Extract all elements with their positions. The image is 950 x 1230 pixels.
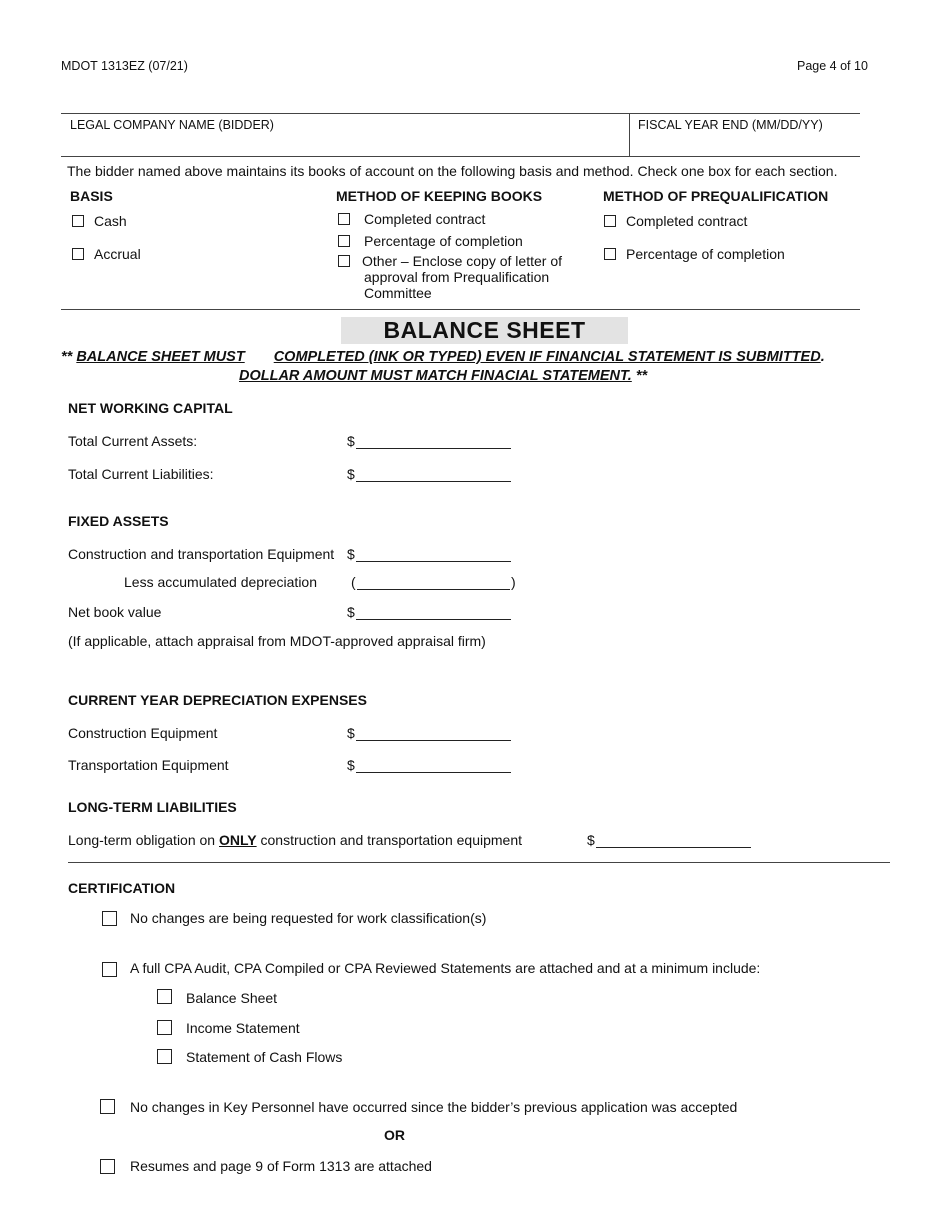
accumulated-depreciation-label: Less accumulated depreciation bbox=[124, 574, 318, 590]
transportation-equipment-label: Transportation Equipment bbox=[68, 757, 229, 773]
basis-option-accrual: Accrual bbox=[94, 246, 141, 262]
fiscal-year-label: FISCAL YEAR END (MM/DD/YY) bbox=[638, 118, 823, 132]
basis-intro: The bidder named above maintains its books of account on the following basis and method. Check one box for each section. bbox=[67, 163, 838, 179]
company-box-bottom-line bbox=[61, 156, 860, 157]
equipment-field[interactable] bbox=[356, 547, 511, 562]
checkbox-books-completed[interactable] bbox=[338, 213, 350, 225]
net-book-value-label: Net book value bbox=[68, 604, 162, 620]
no-changes-classification-label: No changes are being requested for work classification(s) bbox=[130, 910, 487, 926]
long-term-liabilities-heading: LONG-TERM LIABILITIES bbox=[68, 799, 237, 815]
total-current-liabilities-label: Total Current Liabilities: bbox=[68, 466, 214, 482]
dollar-sign: $ bbox=[347, 466, 355, 482]
prequal-option-completed: Completed contract bbox=[626, 213, 748, 229]
books-option-other-line1: Other – Enclose copy of letter of bbox=[362, 253, 562, 269]
basis-option-cash: Cash bbox=[94, 213, 127, 229]
or-separator: OR bbox=[384, 1127, 405, 1143]
checkbox-books-percentage[interactable] bbox=[338, 235, 350, 247]
long-term-obligation-field[interactable] bbox=[596, 833, 751, 848]
paren-close: ) bbox=[511, 574, 516, 590]
checkbox-cpa-statements[interactable] bbox=[102, 962, 117, 977]
checkbox-cash[interactable] bbox=[72, 215, 84, 227]
notice-part2: COMPLETED (INK OR TYPED) EVEN IF FINANCIAL STATEMENT IS SUBMITTED bbox=[273, 349, 821, 365]
notice-part1: BALANCE SHEET MUST bbox=[76, 349, 245, 365]
section-divider-1 bbox=[61, 309, 860, 310]
books-option-completed: Completed contract bbox=[364, 211, 486, 227]
transportation-equipment-field[interactable] bbox=[356, 758, 511, 773]
net-working-capital-heading: NET WORKING CAPITAL bbox=[68, 400, 233, 416]
cpa-item-balance-sheet: Balance Sheet bbox=[186, 990, 278, 1006]
prequal-option-percentage: Percentage of completion bbox=[626, 246, 785, 262]
cpa-item-cash-flows: Statement of Cash Flows bbox=[186, 1049, 343, 1065]
section-divider-2 bbox=[68, 862, 890, 863]
dollar-sign: $ bbox=[347, 433, 355, 449]
dollar-sign: $ bbox=[347, 604, 355, 620]
dollar-sign: $ bbox=[347, 757, 355, 773]
balance-sheet-notice-line1: ** BALANCE SHEET MUST COMPLETED (INK OR TYPED) EVEN IF FINANCIAL STATEMENT IS SUBMITTED. bbox=[61, 349, 825, 365]
construction-equipment-label: Construction Equipment bbox=[68, 725, 218, 741]
total-current-assets-label: Total Current Assets: bbox=[68, 433, 198, 449]
fixed-assets-heading: FIXED ASSETS bbox=[68, 513, 169, 529]
appraisal-note: (If applicable, attach appraisal from MDOT-approved appraisal firm) bbox=[68, 633, 486, 649]
method-prequal-heading: METHOD OF PREQUALIFICATION bbox=[603, 188, 829, 204]
dollar-sign: $ bbox=[347, 546, 355, 562]
checkbox-resumes[interactable] bbox=[100, 1159, 115, 1174]
certification-heading: CERTIFICATION bbox=[68, 880, 176, 896]
accumulated-depreciation-field[interactable] bbox=[357, 575, 510, 590]
dollar-sign: $ bbox=[347, 725, 355, 741]
checkbox-accrual[interactable] bbox=[72, 248, 84, 260]
no-changes-personnel-label: No changes in Key Personnel have occurred since the bidder’s previous application was accepted bbox=[130, 1099, 738, 1115]
cpa-item-income-statement: Income Statement bbox=[186, 1020, 300, 1036]
books-option-percentage: Percentage of completion bbox=[364, 233, 523, 249]
checkbox-income-statement[interactable] bbox=[157, 1020, 172, 1035]
form-id: MDOT 1313EZ (07/21) bbox=[61, 59, 188, 73]
notice-part3: DOLLAR AMOUNT MUST MATCH FINACIAL STATEMENT. bbox=[239, 368, 632, 384]
dollar-sign: $ bbox=[587, 832, 595, 848]
balance-sheet-title: BALANCE SHEET bbox=[341, 317, 628, 344]
company-name-label: LEGAL COMPANY NAME (BIDDER) bbox=[70, 118, 274, 132]
company-name-field[interactable] bbox=[280, 131, 620, 153]
books-option-other-line3: Committee bbox=[364, 285, 432, 301]
checkbox-cash-flows[interactable] bbox=[157, 1049, 172, 1064]
page-number: Page 4 of 10 bbox=[797, 59, 868, 73]
resumes-label: Resumes and page 9 of Form 1313 are attached bbox=[130, 1158, 432, 1174]
total-current-assets-field[interactable] bbox=[356, 434, 511, 449]
basis-heading: BASIS bbox=[70, 188, 113, 204]
cpa-statements-label: A full CPA Audit, CPA Compiled or CPA Reviewed Statements are attached and at a minimum include: bbox=[130, 960, 761, 976]
method-books-heading: METHOD OF KEEPING BOOKS bbox=[336, 188, 543, 204]
company-box-top-line bbox=[61, 113, 860, 114]
books-option-other-line2: approval from Prequalification bbox=[364, 269, 550, 285]
paren-open: ( bbox=[351, 574, 356, 590]
checkbox-no-changes-personnel[interactable] bbox=[100, 1099, 115, 1114]
checkbox-books-other[interactable] bbox=[338, 255, 350, 267]
construction-equipment-field[interactable] bbox=[356, 726, 511, 741]
company-box-divider bbox=[629, 113, 630, 156]
fiscal-year-field[interactable] bbox=[638, 134, 853, 154]
checkbox-balance-sheet[interactable] bbox=[157, 989, 172, 1004]
long-term-obligation-label: Long-term obligation on ONLY construction and transportation equipment bbox=[68, 832, 522, 848]
equipment-label: Construction and transportation Equipment bbox=[68, 546, 335, 562]
net-book-value-field[interactable] bbox=[356, 605, 511, 620]
checkbox-prequal-percentage[interactable] bbox=[604, 248, 616, 260]
checkbox-no-changes-classification[interactable] bbox=[102, 911, 117, 926]
depreciation-expenses-heading: CURRENT YEAR DEPRECIATION EXPENSES bbox=[68, 692, 367, 708]
total-current-liabilities-field[interactable] bbox=[356, 467, 511, 482]
only-emphasis: ONLY bbox=[219, 832, 257, 848]
balance-sheet-notice-line2: DOLLAR AMOUNT MUST MATCH FINACIAL STATEMENT. ** bbox=[239, 368, 648, 384]
checkbox-prequal-completed[interactable] bbox=[604, 215, 616, 227]
